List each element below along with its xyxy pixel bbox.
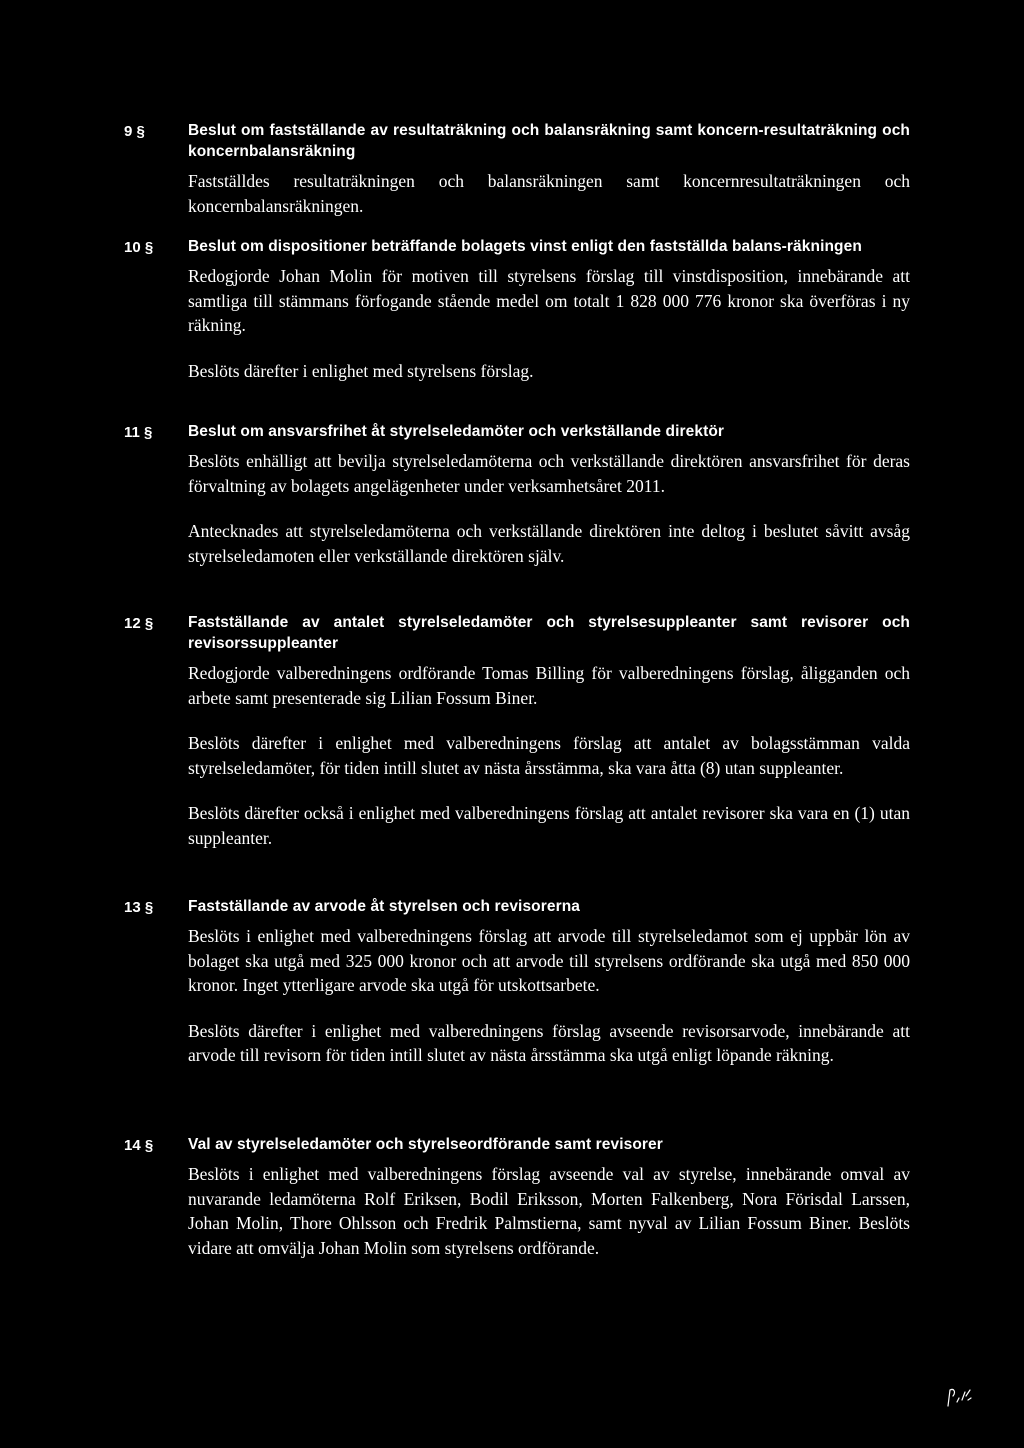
section-paragraph: Fastställdes resultaträkningen och balansräkningen samt koncernresultaträkningen och koncernbalansräkningen.	[188, 171, 910, 216]
section-paragraph: Beslöts därefter i enlighet med styrelsens förslag.	[188, 360, 534, 381]
section-content	[188, 421, 910, 568]
section-number: 11 §	[124, 424, 153, 441]
section-paragraph: Redogjorde valberedningens ordförande Tomas Billing för valberedningens förslag, åligganden och arbete samt presenterade sig Lilian Fossum Biner.	[188, 663, 910, 708]
section-content	[188, 1134, 910, 1260]
section-number: 9 §	[124, 123, 145, 140]
section-content	[188, 612, 910, 850]
section-number: 12 §	[124, 615, 154, 632]
initials-signature-icon	[944, 1384, 974, 1410]
section-paragraph: Beslöts enhälligt att bevilja styrelseledamöterna och verkställande direktören ansvarsfrihet för deras förvaltning av bolagets angelägenheter under verksamhetsåret 2011.	[188, 451, 910, 496]
section-paragraph: Beslöts därefter också i enlighet med valberedningens förslag att antalet revisorer ska vara en (1) utan suppleanter.	[188, 803, 910, 848]
section-paragraph: Beslöts i enlighet med valberedningens förslag avseende val av styrelse, innebärande omval av nuvarande ledamöterna Rolf Eriksen, Bodil Eriksson, Morten Falkenberg, Nora Förisdal Larssen, Johan Molin, Thore Ohlsson och Fredrik Palmstierna, samt nyval av Lilian Fossum Biner. Beslöts vidare att omvälja Johan Molin som styrelsens ordförande.	[188, 1164, 910, 1258]
section-paragraph: Antecknades att styrelseledamöterna och verkställande direktören inte deltog i beslutet såvitt avsåg styrelseledamoten eller verkställande direktören själv.	[188, 521, 910, 566]
section-paragraph: Beslöts därefter i enlighet med valberedningens förslag avseende revisorsarvode, innebärande att arvode till revisorn för tiden intill slutet av nästa årsstämma ska utgå enligt löpande räkning.	[188, 1020, 910, 1065]
section-heading: Val av styrelseledamöter och styrelseordförande samt revisorer	[188, 1136, 663, 1153]
section-number: 13 §	[124, 899, 154, 916]
section-paragraph: Beslöts i enlighet med valberedningens förslag att arvode till styrelseledamot som ej uppbär lön av bolaget ska utgå med 325 000 kronor och att arvode till styrelsens ordförande ska utgå med 850 000 kronor. Inget ytterligare arvode ska utgå för utskottsarbete.	[188, 926, 910, 995]
section-heading: Beslut om ansvarsfrihet åt styrelseledamöter och verkställande direktör	[188, 423, 725, 440]
section-content	[188, 120, 910, 218]
section-paragraph: Beslöts därefter i enlighet med valberedningens förslag att antalet av bolagsstämman valda styrelseledamöter, för tiden intill slutet av nästa årsstämma, ska vara åtta (8) utan suppleanter.	[188, 733, 910, 778]
section-paragraph: Redogjorde Johan Molin för motiven till styrelsens förslag till vinstdisposition, innebärande att samtliga till stämmans förfogande stående medel om totalt 1 828 000 776 kronor ska överföras i ny räkning.	[188, 266, 910, 335]
section-number: 10 §	[124, 239, 154, 256]
section-heading: Beslut om dispositioner beträffande bolagets vinst enligt den fastställda balans-räkningen	[188, 238, 862, 255]
section-heading: Fastställande av arvode åt styrelsen och revisorerna	[188, 898, 581, 915]
section-number: 14 §	[124, 1137, 154, 1154]
section-content	[188, 896, 910, 1068]
section-content	[188, 236, 910, 383]
section-heading: Beslut om fastställande av resultaträkning och balansräkning samt koncern-resultaträkning och koncernbalansräkning	[188, 122, 910, 160]
section-heading: Fastställande av antalet styrelseledamöter och styrelsesuppleanter samt revisorer och revisorssuppleanter	[188, 614, 910, 652]
